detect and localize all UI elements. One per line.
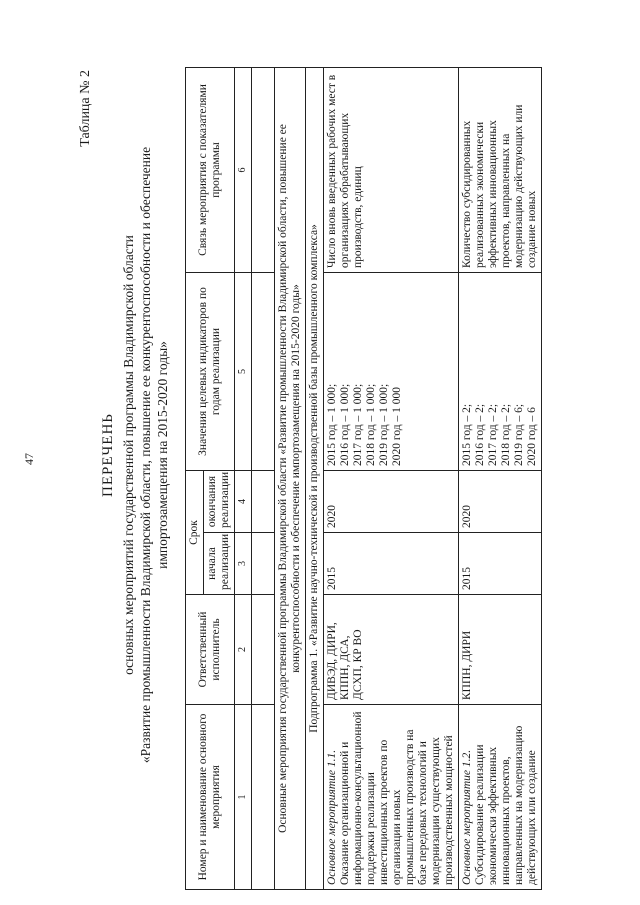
end-cell: 2020 <box>459 470 542 532</box>
column-number: 2 <box>235 595 252 705</box>
section-title: Основные мероприятия государственной программы Владимирской области «Развитие промышленности Владимирской области, повышение ее конкурентоспособности и обеспечение импортозамещения на 2015-2020 годы» <box>275 67 306 889</box>
column-number: 1 <box>235 705 252 890</box>
start-cell: 2015 <box>324 533 459 595</box>
header-row <box>186 67 204 889</box>
header-measure: Номер и наименование основного мероприятия <box>186 705 235 890</box>
indicator-line: 2016 год – 2; <box>474 403 486 466</box>
column-numbers-row <box>235 67 252 889</box>
indicators-cell <box>324 272 459 470</box>
indicator-line: 2020 год – 1 000 <box>391 387 403 466</box>
measure-code: Основное мероприятие 1.2. <box>461 749 473 885</box>
column-number: 6 <box>235 67 252 272</box>
page-number: 47 <box>22 453 36 465</box>
indicator-line: 2015 год – 2; <box>461 403 473 466</box>
executor-cell: КППН, ДИРИ <box>459 595 542 705</box>
section-row <box>275 67 306 889</box>
link-cell: Число вновь введенных рабочих мест в организациях обрабатывающих производств, единиц <box>324 67 459 272</box>
measure-code: Основное мероприятие 1.1. <box>326 749 338 885</box>
end-cell: 2020 <box>324 470 459 532</box>
header-link: Связь мероприятия с показателями программы <box>186 67 235 272</box>
measure-name: Оказание организационной и информационно-консультационной поддержки реализации инвестиционных проектов по организации новых промышленных производств на базе передовых технологий и модернизации существующих производственных мощностей <box>339 711 455 885</box>
column-number: 5 <box>235 272 252 470</box>
table-row <box>459 67 542 889</box>
document-subtitle-1: основных мероприятий государственной программы Владимирской области <box>121 235 136 675</box>
measure-cell <box>324 705 459 890</box>
document-heading <box>100 105 171 805</box>
subprogram-title: Подпрограмма 1. «Развитие научно-технической и производственной базы промышленного комплекса» <box>306 67 324 889</box>
indicator-line: 2019 год – 1 000; <box>378 383 390 466</box>
indicator-line: 2017 год – 2; <box>487 403 499 466</box>
measure-cell <box>459 705 542 890</box>
document-subtitle-3: импортозамещения на 2015-2020 годы» <box>155 341 170 569</box>
document-title: ПЕРЕЧЕНЬ <box>100 413 116 497</box>
header-end: окончания реализации <box>204 470 235 532</box>
indicator-line: 2018 год – 1 000; <box>365 383 377 466</box>
link-cell: Количество субсидированных реализованных экономически эффективных инновационных проектов, направленных на модернизацию действующих или создание новых <box>459 67 542 272</box>
column-number: 4 <box>235 470 252 532</box>
indicator-line: 2020 год – 6 <box>526 407 538 466</box>
indicator-line: 2017 год – 1 000; <box>352 383 364 466</box>
empty-row <box>252 67 275 889</box>
header-term: Срок <box>186 470 204 594</box>
indicator-line: 2018 год – 2; <box>500 403 512 466</box>
document-subtitle-2: «Развитие промышленности Владимирской области, повышение ее конкурентоспособности и обеспечение <box>138 146 153 764</box>
column-number: 3 <box>235 533 252 595</box>
executor-cell: ДИВЭД, ДИРИ, КППН, ДСА, ДСХП, КР ВО <box>324 595 459 705</box>
measures-table <box>185 67 542 890</box>
table-label: Таблица № 2 <box>78 70 93 147</box>
header-start: начала реализации <box>204 533 235 595</box>
measure-name: Субсидирование реализации экономически эффективных инновационных проектов, направленных на модернизацию действующих или создание <box>474 725 538 885</box>
header-indicators: Значения целевых индикаторов по годам реализации <box>186 272 235 470</box>
indicator-line: 2016 год – 1 000; <box>339 383 351 466</box>
start-cell: 2015 <box>459 533 542 595</box>
indicator-line: 2019 год – 6; <box>513 403 525 466</box>
indicator-line: 2015 год – 1 000; <box>326 383 338 466</box>
header-executor: Ответственный исполнитель <box>186 595 235 705</box>
indicators-cell <box>459 272 542 470</box>
subprogram-row <box>306 67 324 889</box>
table-row <box>324 67 459 889</box>
